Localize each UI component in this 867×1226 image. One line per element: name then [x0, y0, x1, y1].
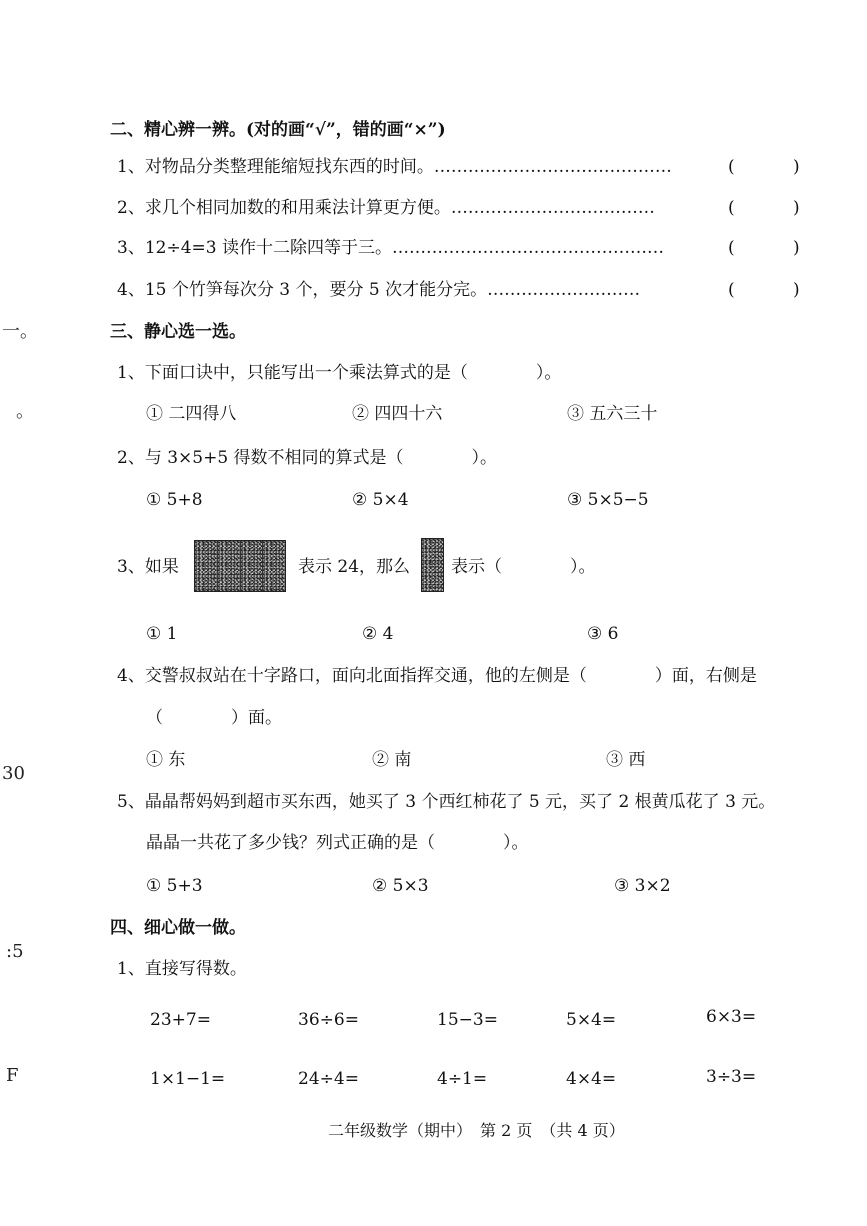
calc-item: 4×4= [566, 1069, 617, 1089]
answer-paren-open: ( [728, 238, 735, 258]
calc-item: 6×3= [706, 1007, 757, 1027]
margin-mark: 30 [2, 763, 25, 784]
option-1: ① 1 [146, 624, 178, 644]
calc-item: 24÷4= [298, 1069, 359, 1089]
choice-q2: 2、与 3×5+5 得数不相同的算式是（ ）。 [117, 448, 498, 468]
page-footer: 二年级数学（期中） 第 2 页 （共 4 页） [328, 1121, 625, 1140]
answer-paren-open: ( [728, 280, 735, 300]
calc-item: 1×1−1= [150, 1069, 226, 1089]
judge-item-3: 3、12÷4=3 读作十二除四等于三。………………………………………… [117, 238, 664, 258]
margin-mark: F [6, 1065, 19, 1086]
option-3: ③ 5×5−5 [567, 490, 649, 510]
section3-heading: 三、静心选一选。 [110, 322, 246, 342]
calc-item: 23+7= [150, 1010, 211, 1030]
choice-q3-middle: 表示 24，那么 [298, 557, 411, 577]
calc-item: 5×4= [566, 1010, 617, 1030]
section4-heading: 四、细心做一做。 [110, 918, 246, 938]
option-3: ③ 3×2 [614, 876, 671, 896]
option-1: ① 东 [146, 750, 186, 770]
option-2: ② 5×3 [372, 876, 429, 896]
figure-block [241, 541, 264, 591]
calc-item: 4÷1= [437, 1069, 488, 1089]
figure-block [263, 541, 285, 591]
option-3: ③ 五六三十 [567, 404, 658, 424]
choice-q5-line1: 5、晶晶帮妈妈到超市买东西，她买了 3 个西红柿花了 5 元，买了 2 根黄瓜花了 3 元。 [117, 792, 776, 812]
answer-paren-close: ) [793, 157, 800, 177]
answer-paren-open: ( [728, 157, 735, 177]
calc-item: 3÷3= [706, 1067, 757, 1087]
sub-question-1: 1、直接写得数。 [117, 959, 247, 979]
margin-mark: 一。 [2, 321, 38, 342]
four-block-figure [194, 540, 286, 592]
calc-item: 36÷6= [298, 1010, 359, 1030]
answer-paren-open: ( [728, 198, 735, 218]
figure-block [422, 539, 443, 591]
margin-mark: 。 [16, 401, 34, 422]
calc-item: 15−3= [437, 1010, 498, 1030]
figure-block [218, 541, 241, 591]
option-2: ② 南 [372, 750, 412, 770]
judge-item-2: 2、求几个相同加数的和用乘法计算更方便。……………………………… [117, 198, 655, 218]
choice-q4-line1: 4、交警叔叔站在十字路口，面向北面指挥交通，他的左侧是（ ）面，右侧是 [117, 666, 757, 686]
option-1: ① 5+8 [146, 490, 203, 510]
margin-mark: :5 [6, 941, 24, 962]
section2-heading: 二、精心辨一辨。(对的画“√”，错的画“×”) [110, 120, 446, 140]
option-3: ③ 西 [606, 750, 646, 770]
option-2: ② 四四十六 [352, 404, 443, 424]
figure-block [195, 541, 218, 591]
option-2: ② 4 [362, 624, 394, 644]
judge-item-4: 4、15 个竹笋每次分 3 个，要分 5 次才能分完。……………………… [117, 280, 641, 300]
choice-q4-line2: （ ）面。 [146, 708, 282, 728]
answer-paren-close: ) [793, 198, 800, 218]
choice-q3-prefix: 3、如果 [117, 557, 179, 577]
choice-q5-line2: 晶晶一共花了多少钱？列式正确的是（ ）。 [146, 833, 529, 853]
answer-paren-close: ) [793, 280, 800, 300]
choice-q1: 1、下面口诀中，只能写出一个乘法算式的是（ ）。 [117, 363, 562, 383]
option-1: ① 二四得八 [146, 404, 237, 424]
choice-q3-suffix: 表示（ ）。 [451, 557, 596, 577]
option-2: ② 5×4 [352, 490, 409, 510]
answer-paren-close: ) [793, 238, 800, 258]
one-block-figure [421, 538, 444, 592]
judge-item-1: 1、对物品分类整理能缩短找东西的时间。…………………………………… [117, 157, 672, 177]
option-3: ③ 6 [587, 624, 619, 644]
option-1: ① 5+3 [146, 876, 203, 896]
